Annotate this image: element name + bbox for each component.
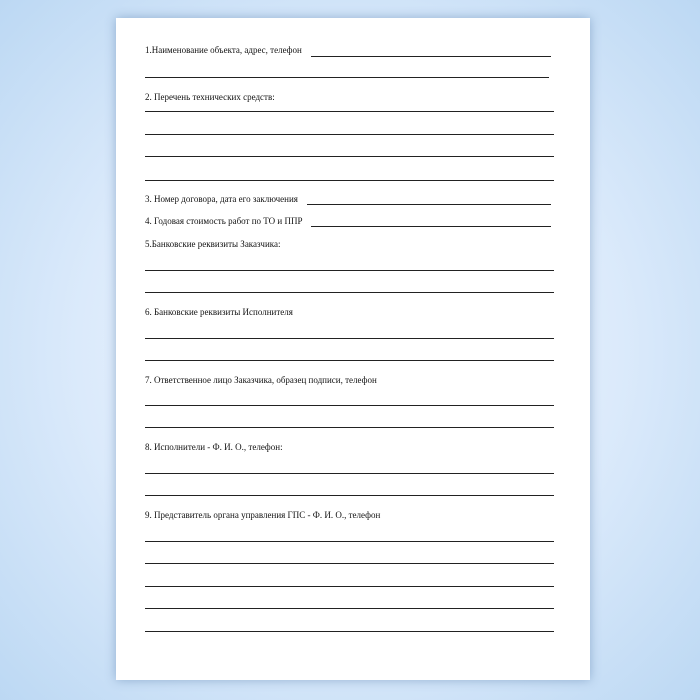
section-7-line[interactable]	[145, 405, 554, 406]
section-2-line[interactable]	[145, 111, 554, 112]
section-4-label: 4. Годовая стоимость работ по ТО и ППР	[145, 216, 303, 226]
section-9-line[interactable]	[145, 563, 554, 564]
section-2-line[interactable]	[145, 156, 554, 157]
section-7-line[interactable]	[145, 427, 554, 428]
section-2-label: 2. Перечень технических средств:	[145, 92, 275, 102]
section-1-label: 1.Наименование объекта, адрес, телефон	[145, 45, 302, 55]
section-9-line[interactable]	[145, 631, 554, 632]
section-4-fill-line[interactable]	[311, 226, 551, 227]
section-6-label: 6. Банковские реквизиты Исполнителя	[145, 307, 293, 317]
section-1-line[interactable]	[145, 77, 549, 78]
section-1-fill-line[interactable]	[311, 56, 551, 57]
section-9-label: 9. Представитель органа управления ГПС - Ф. И. О., телефон	[145, 510, 381, 520]
section-8-line[interactable]	[145, 473, 554, 474]
section-9-line[interactable]	[145, 586, 554, 587]
section-6-line[interactable]	[145, 338, 554, 339]
section-9-line[interactable]	[145, 608, 554, 609]
section-2-line[interactable]	[145, 134, 554, 135]
section-6-line[interactable]	[145, 360, 554, 361]
section-8-label: 8. Исполнители - Ф. И. О., телефон:	[145, 442, 283, 452]
section-3-fill-line[interactable]	[307, 204, 551, 205]
section-9-line[interactable]	[145, 541, 554, 542]
document-page	[116, 18, 590, 680]
section-2-line[interactable]	[145, 180, 554, 181]
section-5-label: 5.Банковские реквизиты Заказчика:	[145, 239, 281, 249]
section-5-line[interactable]	[145, 270, 554, 271]
section-8-line[interactable]	[145, 495, 554, 496]
section-3-label: 3. Номер договора, дата его заключения	[145, 194, 298, 204]
section-7-label: 7. Ответственное лицо Заказчика, образец подписи, телефон	[145, 375, 377, 385]
section-5-line[interactable]	[145, 292, 554, 293]
